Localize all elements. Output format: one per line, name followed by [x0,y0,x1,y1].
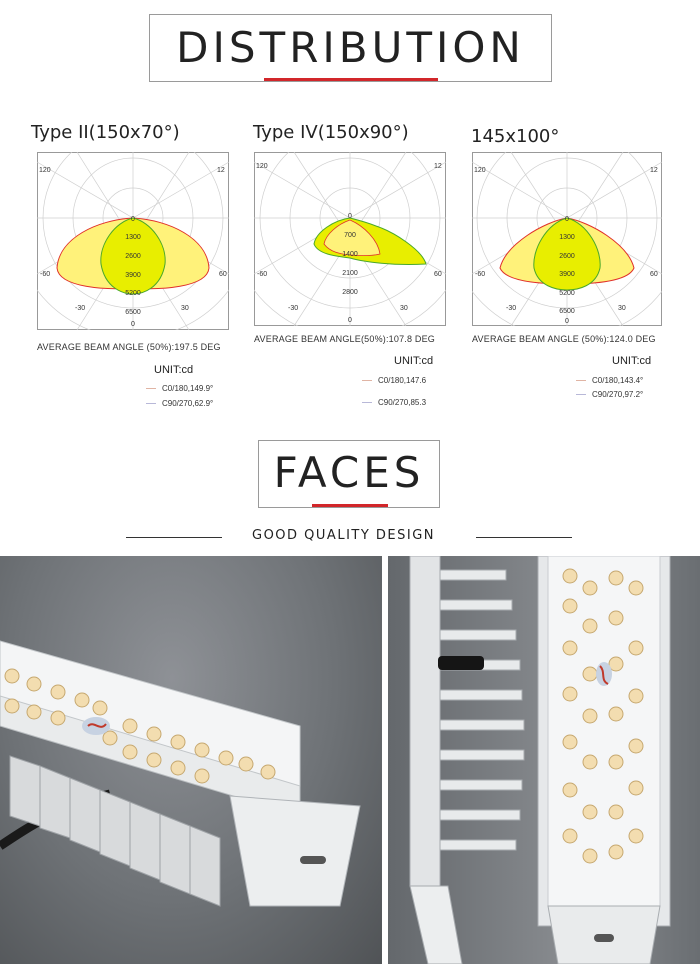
legend-swatch [146,388,156,389]
diagram-2-legend-c0 [362,376,426,385]
legend-label: C0/180,149.9° [162,384,214,393]
legend-swatch [576,380,586,381]
legend-swatch [362,380,372,381]
diagram-2-label-right: 60 [434,271,442,278]
legend-swatch [146,403,156,404]
diagram-1-label-top-right: 12 [217,167,225,174]
diagram-3-average: AVERAGE BEAM ANGLE (50%):124.0 DEG [472,334,656,344]
legend-label: C0/180,147.6 [378,376,427,385]
diagram-2-radial-4: 2800 [342,289,358,296]
diagram-3-unit: UNIT:cd [612,355,652,367]
diagram-3-label-top-right: 12 [650,167,658,174]
diagram-3-label-right: 60 [650,271,658,278]
diagram-3-radial-4: 5200 [559,290,575,297]
subtitle-rule-left [126,537,222,538]
diagram-3-label-bottom-right: 30 [618,305,626,312]
diagram-3-radial-3: 3900 [559,271,575,278]
legend-swatch [576,394,586,395]
legend-swatch [362,402,372,403]
diagram-2-radial-3: 2100 [342,270,358,277]
diagram-2-radial-2: 1400 [342,251,358,258]
diagram-2-legend-c90 [362,398,426,407]
diagram-3-label-top-left: 120 [474,167,486,174]
faces-accent-bar [312,504,388,507]
diagram-1-radial-3: 3900 [125,272,141,279]
diagram-3-radial-0: 0 [565,216,569,223]
diagram-1-radial-2: 2600 [125,253,141,260]
diagram-1-radial-6: 0 [131,321,135,328]
diagram-2-label-top-right: 12 [434,163,442,170]
legend-label: C90/270,85.3 [378,398,427,407]
diagram-3-title: 145x100° [471,126,560,147]
diagram-2-radial-5: 0 [348,317,352,324]
diagram-2-polar-chart [254,152,446,326]
faces-title: FACES [273,448,425,497]
diagram-1-title: Type II(150x70°) [31,122,180,143]
diagram-1-label-bottom-right: 30 [181,305,189,312]
diagram-2-label-bottom-left: -30 [288,305,299,312]
diagram-3-radial-5: 6500 [559,308,575,315]
product-photo-angled [0,556,382,964]
diagram-1-label-right: 60 [219,271,227,278]
diagram-1-label-bottom-left: -30 [75,305,86,312]
diagram-1-legend-c90 [146,399,213,408]
diagram-1-radial-4: 5200 [125,290,141,297]
diagram-2-title: Type IV(150x90°) [253,122,409,143]
distribution-title: DISTRIBUTION [176,23,525,72]
diagram-2-radial-1: 700 [344,232,356,239]
distribution-accent-bar [264,78,438,81]
diagram-1-radial-5: 6500 [125,309,141,316]
distribution-title-box [149,14,552,82]
module-angled-drawing [0,556,382,964]
diagram-2-average: AVERAGE BEAM ANGLE(50%):107.8 DEG [254,334,436,344]
diagram-2-radial-0: 0 [348,213,352,220]
faces-title-box [258,440,440,508]
diagram-3-legend-c0 [576,376,643,385]
diagram-1-label-left: -60 [40,271,51,278]
diagram-1-label-top-left: 120 [39,167,51,174]
diagram-2-label-top-left: 120 [256,163,268,170]
diagram-1-unit: UNIT:cd [154,364,194,376]
diagram-1-polar-chart [37,152,229,330]
diagram-2-label-bottom-right: 30 [400,305,408,312]
diagram-3-polar-chart [472,152,662,326]
diagram-1-radial-0: 0 [131,216,135,223]
legend-label: C0/180,143.4° [592,376,644,385]
legend-label: C90/270,62.9° [162,399,214,408]
diagram-1-radial-1: 1300 [125,234,141,241]
diagram-3-legend-c90 [576,390,643,399]
diagram-3-radial-2: 2600 [559,253,575,260]
diagram-3-radial-6: 0 [565,318,569,325]
subtitle-rule-right [476,537,572,538]
module-side-drawing [388,556,700,964]
diagram-2-label-left: -60 [257,271,268,278]
faces-subtitle: GOOD QUALITY DESIGN [252,528,436,543]
diagram-1-average: AVERAGE BEAM ANGLE (50%):197.5 DEG [37,342,221,352]
diagram-3-label-left: -60 [475,271,486,278]
diagram-3-label-bottom-left: -30 [506,305,517,312]
diagram-3-radial-1: 1300 [559,234,575,241]
legend-label: C90/270,97.2° [592,390,644,399]
diagram-2-unit: UNIT:cd [394,355,434,367]
product-photo-side [388,556,700,964]
diagram-1-legend-c0 [146,384,213,393]
